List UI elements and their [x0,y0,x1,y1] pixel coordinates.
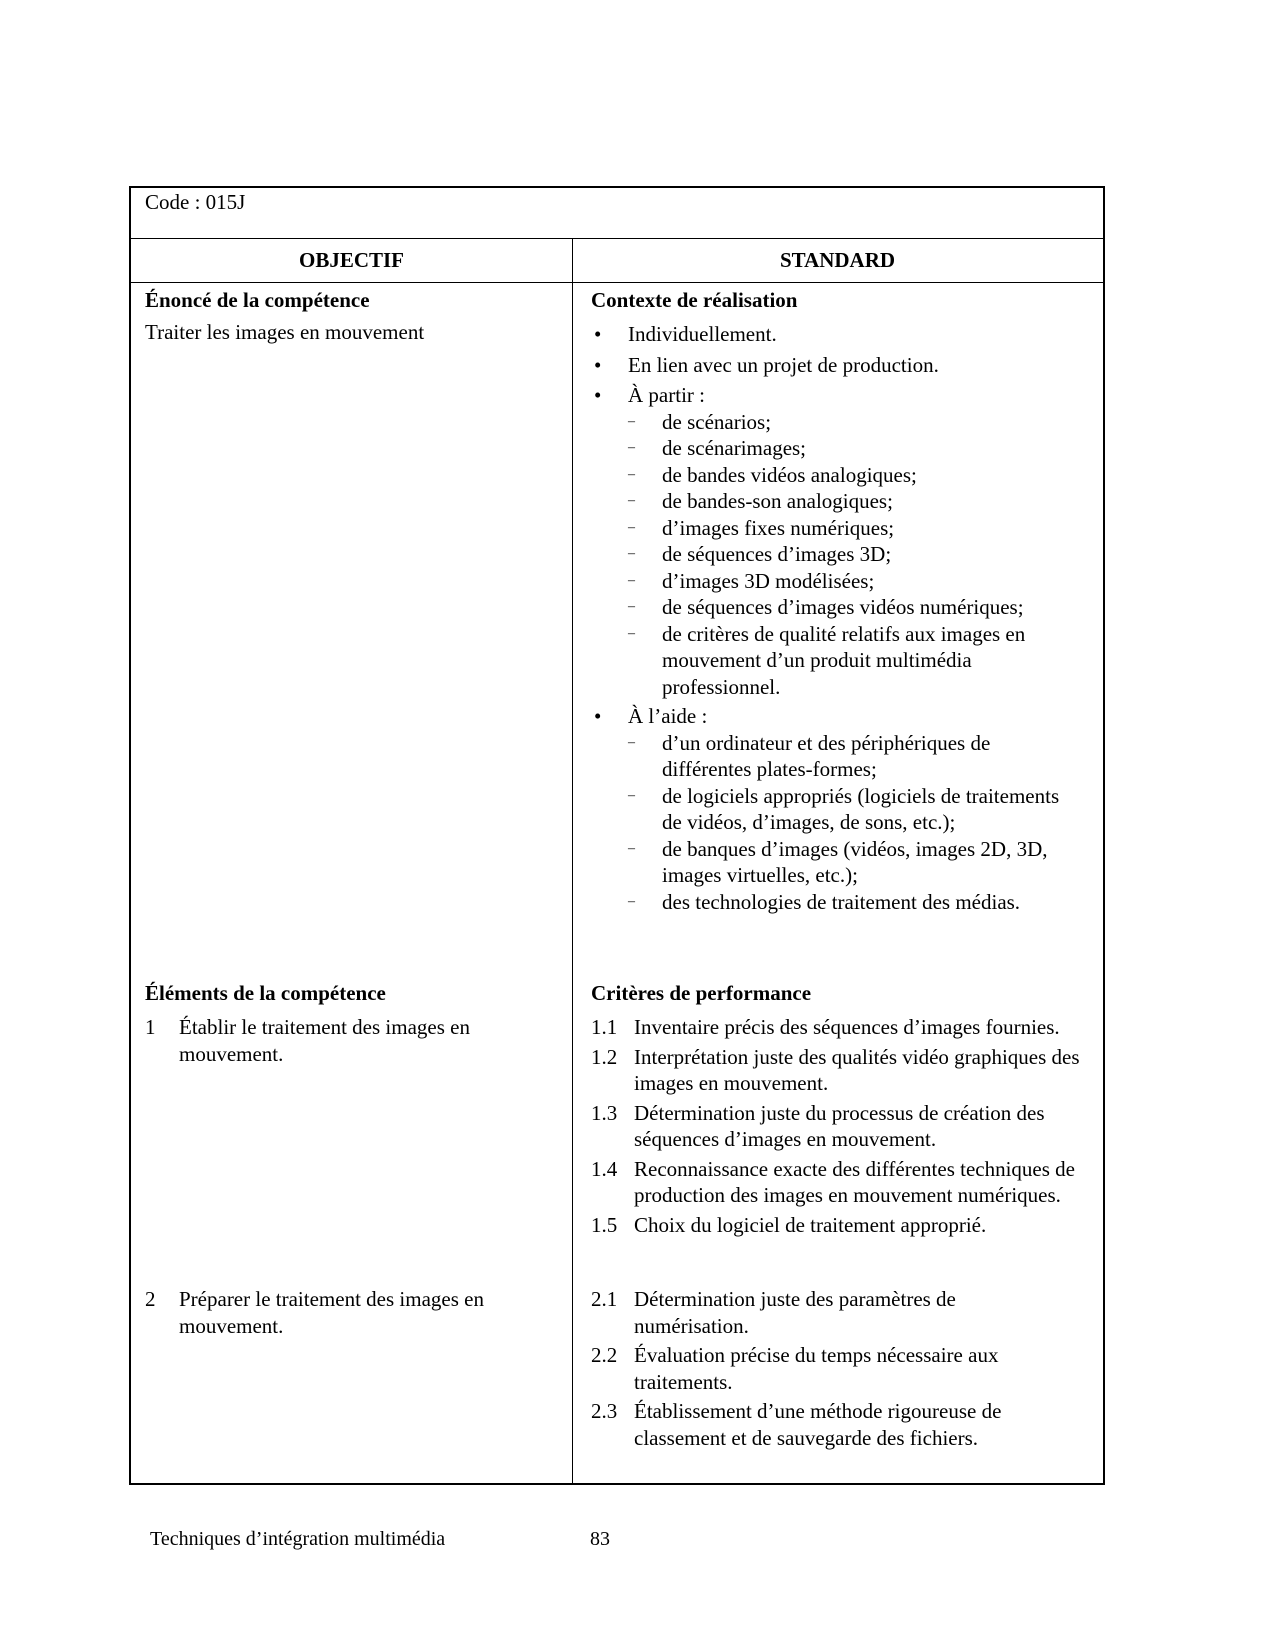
bullet-icon: • [594,322,602,346]
criteres-group-2 [591,1286,1101,1454]
sub-list-item: – des technologies de traitement des médias. [628,889,1021,914]
dash-icon: – [628,840,635,856]
sub-list-item: – de bandes vidéos analogiques; [628,462,917,487]
element-item-2 [145,1286,565,1339]
dash-icon: – [628,599,635,614]
elements-title: Éléments de la compétence [145,981,386,1005]
list-item: • Individuellement. [594,322,777,346]
criteres-title: Critères de performance [591,981,812,1005]
code-label: Code : 015J [145,190,246,214]
criterion-item: 1.4 Reconnaissance exacte des différentes techniques de production des images en mouvement numériques. [591,1156,1075,1207]
enonce-text: Traiter les images en mouvement [145,320,425,344]
bullet-icon: • [594,383,602,407]
header-objectif: OBJECTIF [131,238,572,283]
sub-list-item: – de critères de qualité relatifs aux images en mouvement d’un produit multimédia professionnel. [628,621,1026,699]
sub-list-item: – de banques d’images (vidéos, images 2D, 3D, images virtuelles, etc.); [628,836,1048,887]
element-item: 2 Préparer le traitement des images en mouvement. [145,1287,484,1338]
bullet-icon: • [594,704,602,728]
bullet-icon: • [594,352,602,377]
sub-list-item: – de bandes-son analogiques; [628,489,893,513]
list-item: • À l’aide : [594,704,708,728]
dash-icon: – [628,572,635,588]
dash-icon: – [628,893,635,909]
criterion-item: 1.1 Inventaire précis des séquences d’images fournies. [591,1015,1060,1039]
header-standard: STANDARD [572,238,1103,283]
dash-icon: – [628,440,635,455]
sub-list-item: – de scénarimages; [628,436,807,460]
dash-icon: – [628,413,635,429]
dash-icon: – [628,493,635,508]
sub-list-item: – de séquences d’images vidéos numériques; [628,595,1024,619]
enonce-section [145,287,565,346]
dash-icon: – [628,546,635,561]
column-divider [572,238,573,1483]
element-item: 1 Établir le traitement des images en mouvement. [145,1015,470,1066]
list-item: • En lien avec un projet de production. [594,352,939,377]
sub-list-item: – d’un ordinateur et des périphériques de différentes plates-formes; [628,730,991,781]
sub-list-item: – de séquences d’images 3D; [628,542,892,566]
dash-icon: – [628,466,635,482]
sub-list-item: – d’images 3D modélisées; [628,568,875,593]
dash-icon: – [628,734,635,750]
footer-program: Techniques d’intégration multimédia [150,1528,446,1550]
criterion-item: 1.3 Détermination juste du processus de création des séquences d’images en mouvement. [591,1100,1045,1151]
criterion-item: 2.1 Détermination juste des paramètres de numérisation. [591,1287,956,1338]
criterion-item: 1.5 Choix du logiciel de traitement approprié. [591,1212,987,1237]
sub-list-item: – de scénarios; [628,409,772,434]
elements-section [145,980,565,1067]
enonce-title: Énoncé de la compétence [145,288,370,312]
dash-icon: – [628,787,635,803]
dash-icon: – [628,625,635,641]
criterion-item: 2.3 Établissement d’une méthode rigoureuse de classement et de sauvegarde des fichiers. [591,1399,1002,1450]
contexte-title: Contexte de réalisation [591,288,798,312]
sub-list-item: – d’images fixes numériques; [628,515,895,540]
sub-list-item: – de logiciels appropriés (logiciels de traitements de vidéos, d’images, de sons, etc.); [628,783,1060,834]
code-row [131,188,1103,239]
footer-page-number: 83 [590,1528,610,1550]
competency-table [129,186,1105,1485]
criterion-item: 1.2 Interprétation juste des qualités vidéo graphiques des images en mouvement. [591,1044,1080,1095]
criterion-item: 2.2 Évaluation précise du temps nécessaire aux traitements. [591,1343,999,1394]
criteres-section [591,980,1101,1241]
contexte-section [591,287,1101,915]
dash-icon: – [628,519,635,535]
list-item: • À partir : [594,383,705,407]
